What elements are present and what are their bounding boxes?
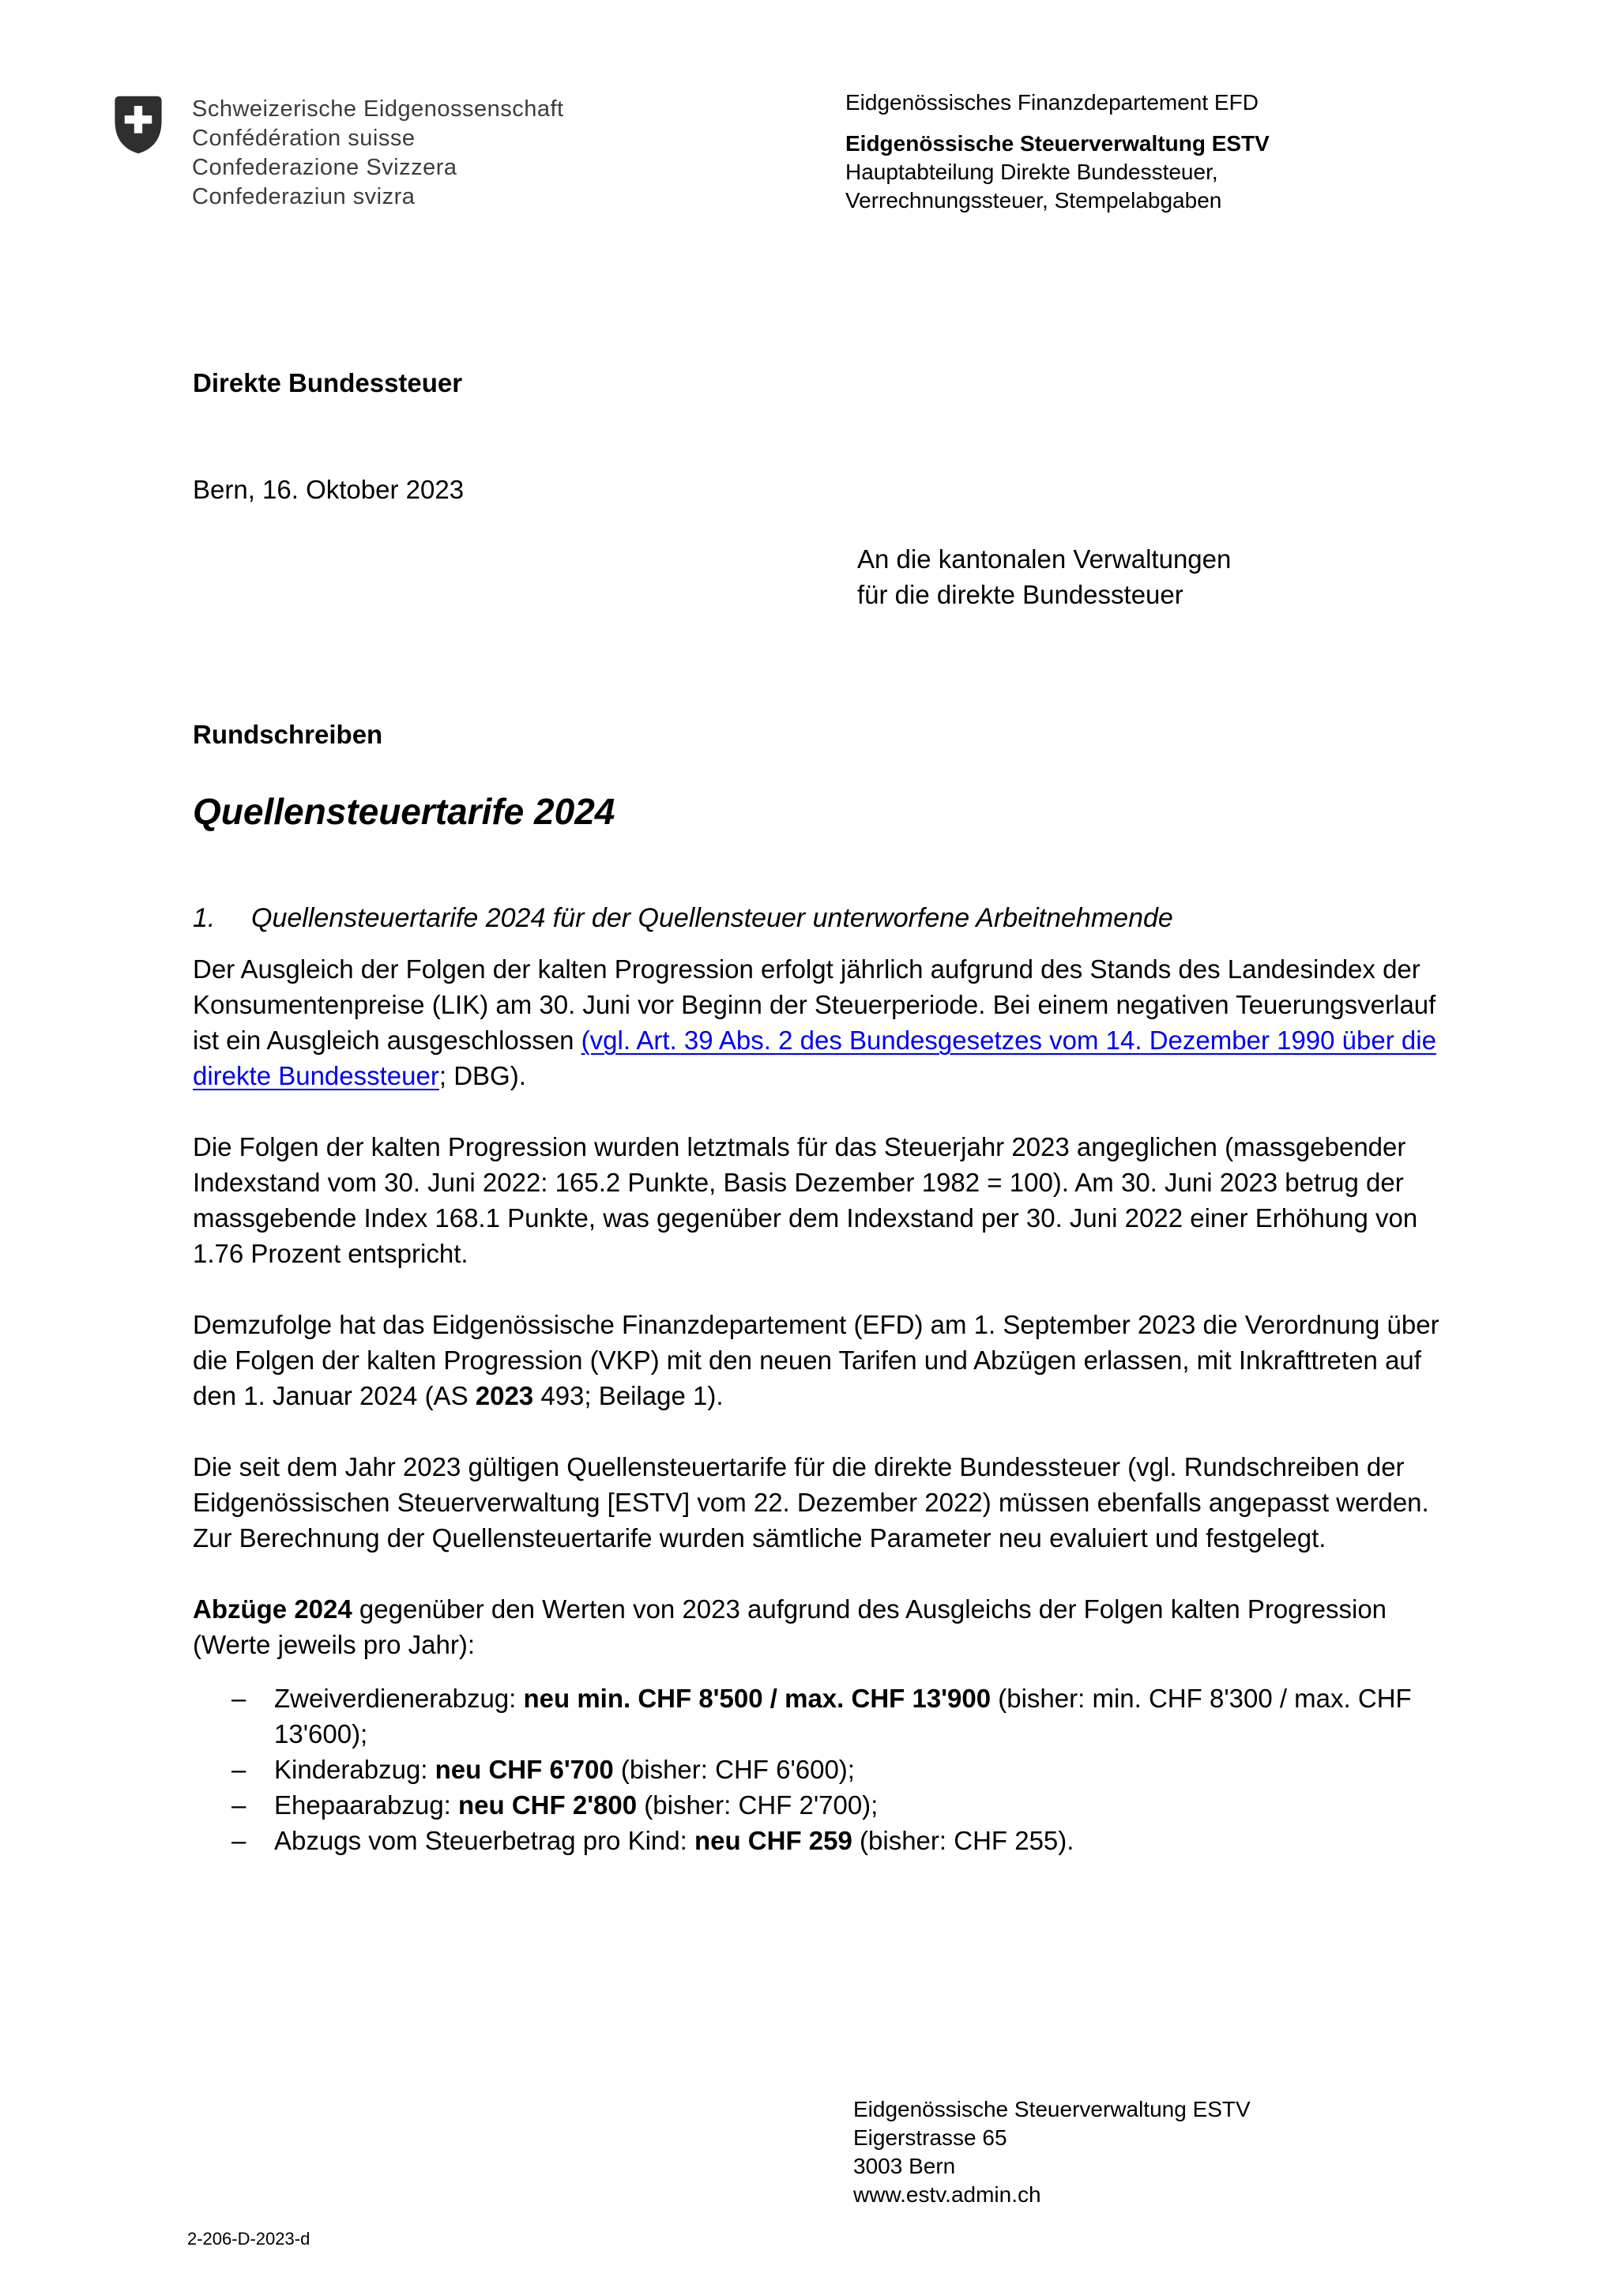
paragraph-5-lead-bold: Abzüge 2024	[193, 1594, 352, 1624]
date-line: Bern, 16. Oktober 2023	[193, 475, 465, 504]
deduction-list	[193, 1681, 1441, 1858]
logo-line-it: Confederazione Svizzera	[192, 155, 457, 180]
bullet-1-new-value: neu CHF 6'700	[435, 1755, 614, 1784]
list-item-ehepaarabzug	[193, 1787, 1441, 1823]
law-reference-link[interactable]: (vgl. Art. 39 Abs. 2 des Bundesgesetzes vom 14. Dezember 1990 über die direkte Bundessteuer	[193, 1026, 1436, 1090]
logo-line-de: Schweizerische Eidgenossenschaft	[192, 96, 564, 122]
dash-bullet-icon: –	[231, 1790, 246, 1820]
paragraph-4: Die seit dem Jahr 2023 gültigen Quellensteuertarife für die direkte Bundessteuer (vgl. Rundschreiben der Eidgenössischen Steuerverwaltung [ESTV] vom 22. Dezember 2022) müssen ebenfalls angepasst werden. Zur Berechnung der Quellensteuertarife wurden sämtliche Parameter neu evaluiert und festgelegt.	[193, 1452, 1429, 1553]
department-name: Eidgenössisches Finanzdepartement EFD	[845, 90, 1259, 115]
header-department-block	[845, 88, 1270, 215]
paragraph-1-tail: ; DBG).	[438, 1061, 526, 1090]
paragraph-1-text: Der Ausgleich der Folgen der kalten Progression erfolgt jährlich aufgrund des Stands des Landesindex der Konsumentenpreise (LIK) am 30. Juni vor Beginn der Steuerperiode. Bei einem negativen Teuerungsverlauf ist ein Ausgleich ausgeschlossen	[193, 954, 1436, 1055]
paragraph-3-bold-year: 2023	[475, 1381, 534, 1410]
logo-line-rm: Confederaziun svizra	[192, 184, 416, 209]
bullet-2-old-value: (bisher: CHF 2'700);	[637, 1790, 879, 1820]
bullet-1-label: Kinderabzug:	[274, 1755, 435, 1784]
list-item-zweiverdienerabzug	[193, 1681, 1441, 1752]
bullet-0-new-value: neu min. CHF 8'500 / max. CHF 13'900	[523, 1684, 991, 1713]
dash-bullet-icon: –	[231, 1826, 246, 1855]
division-line-2: Verrechnungssteuer, Stempelabgaben	[845, 188, 1222, 213]
bullet-3-old-value: (bisher: CHF 255).	[852, 1826, 1074, 1855]
document-title: Quellensteuertarife 2024	[193, 791, 615, 832]
section-number: 1.	[193, 903, 216, 933]
subject-line: Direkte Bundessteuer	[193, 368, 463, 397]
doc-type-label: Rundschreiben	[193, 720, 383, 749]
swiss-coat-of-arms-icon	[109, 93, 167, 156]
bullet-0-old-value: (bisher: min. CHF 8'300 / max. CHF 13'600);	[274, 1684, 1412, 1748]
paragraph-5	[193, 1591, 1441, 1662]
logo-wordmark	[192, 95, 564, 212]
recipient-line-1: An die kantonalen Verwaltungen	[857, 544, 1232, 574]
dash-bullet-icon: –	[231, 1755, 246, 1784]
dash-bullet-icon: –	[231, 1684, 246, 1713]
division-line-1: Hauptabteilung Direkte Bundessteuer,	[845, 160, 1218, 184]
bullet-0-label: Zweiverdienerabzug:	[274, 1684, 524, 1713]
list-item-abzug-steuerbetrag	[193, 1823, 1441, 1858]
paragraph-2: Die Folgen der kalten Progression wurden letztmals für das Steuerjahr 2023 angeglichen (massgebender Indexstand vom 30. Juni 2022: 165.2 Punkte, Basis Dezember 1982 = 100). Am 30. Juni 2023 betrug der massgebende Index 168.1 Punkte, was gegenüber dem Indexstand per 30. Juni 2022 einer Erhöhung von 1.76 Prozent entspricht.	[193, 1132, 1418, 1268]
letter-body	[193, 951, 1441, 1858]
paragraph-1	[193, 951, 1441, 1093]
section-heading-text: Quellensteuertarife 2024 für der Quellensteuer unterworfene Arbeitnehmende	[251, 903, 1173, 933]
footer-street: Eigerstrasse 65	[853, 2125, 1007, 2150]
logo-line-fr: Confédération suisse	[192, 126, 416, 151]
bullet-2-new-value: neu CHF 2'800	[458, 1790, 638, 1820]
paragraph-3-text: Demzufolge hat das Eidgenössische Finanzdepartement (EFD) am 1. September 2023 die Verordnung über die Folgen der kalten Progression (VKP) mit den neuen Tarifen und Abzügen erlassen, mit Inkrafttreten auf den 1. Januar 2024 (AS	[193, 1310, 1439, 1410]
footer-city: 3003 Bern	[853, 2154, 956, 2178]
bullet-3-new-value: neu CHF 259	[694, 1826, 852, 1855]
paragraph-3	[193, 1307, 1441, 1413]
footer-org: Eidgenössische Steuerverwaltung ESTV	[853, 2097, 1251, 2121]
federal-logo	[109, 93, 564, 212]
footer-website: www.estv.admin.ch	[853, 2182, 1041, 2207]
paragraph-5-text: gegenüber den Werten von 2023 aufgrund des Ausgleichs der Folgen kalten Progression (Werte jeweils pro Jahr):	[193, 1594, 1387, 1659]
section-1-heading	[193, 901, 1173, 936]
bullet-3-label: Abzugs vom Steuerbetrag pro Kind:	[274, 1826, 694, 1855]
paragraph-3-tail: 493; Beilage 1).	[533, 1381, 724, 1410]
list-item-kinderabzug	[193, 1752, 1441, 1787]
bullet-2-label: Ehepaarabzug:	[274, 1790, 459, 1820]
office-name: Eidgenössische Steuerverwaltung ESTV	[845, 131, 1270, 156]
recipient-block	[857, 541, 1231, 612]
document-code: 2-206-D-2023-d	[187, 2229, 310, 2249]
recipient-line-2: für die direkte Bundessteuer	[857, 580, 1183, 609]
footer-address-block	[853, 2095, 1251, 2209]
bullet-1-old-value: (bisher: CHF 6'600);	[613, 1755, 855, 1784]
